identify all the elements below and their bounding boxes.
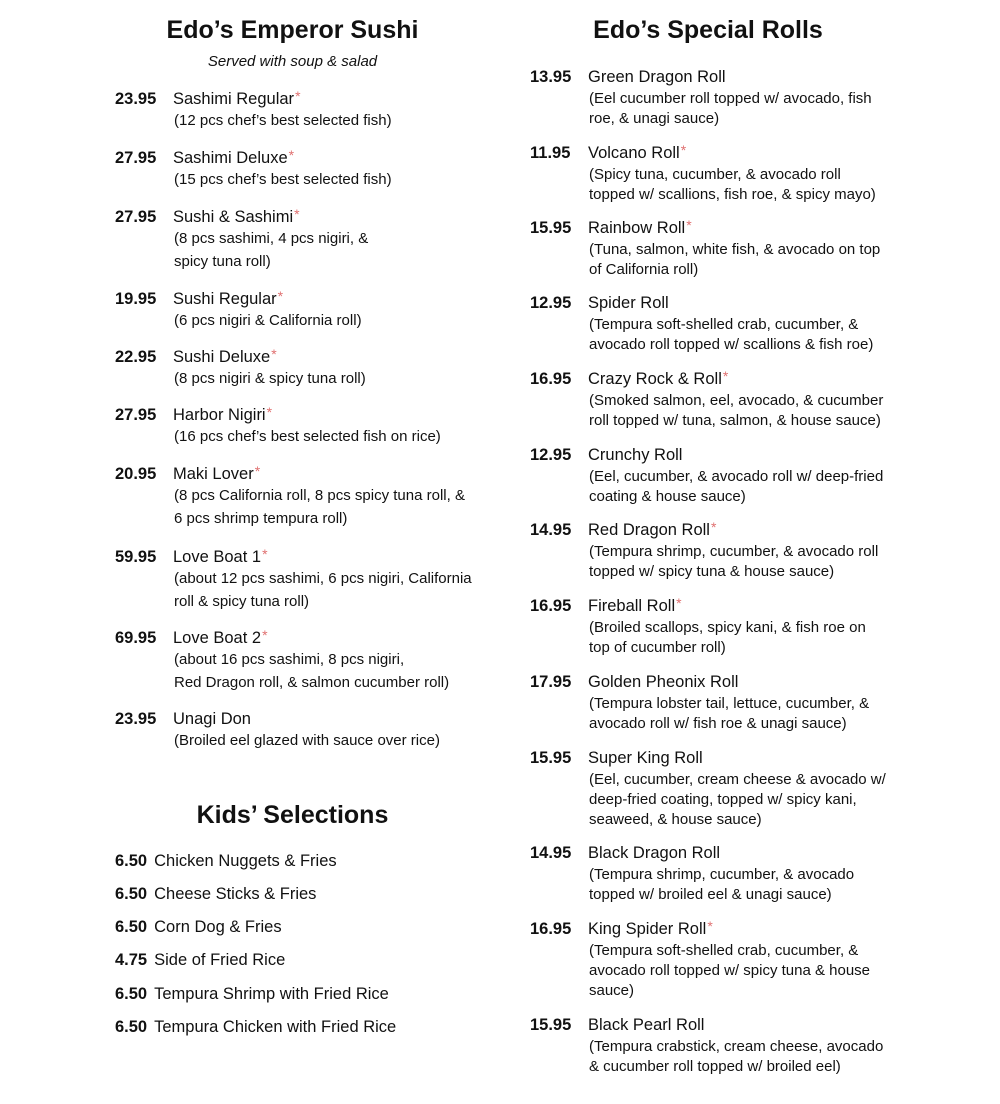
kids-item: [115, 918, 282, 937]
item-description-line: top of cucumber roll): [589, 639, 726, 656]
item-name-text: Super King Roll: [588, 749, 703, 767]
item-description-line: (Eel cucumber roll topped w/ avocado, fish: [589, 90, 872, 107]
item-name: [588, 920, 713, 939]
item-description-line: avocado roll topped w/ scallions & fish roe): [589, 336, 874, 353]
item-name: [173, 548, 268, 567]
item-description-line: (Broiled scallops, spicy kani, & fish roe on: [589, 619, 866, 636]
item-description-line: (16 pcs chef’s best selected fish on rice): [174, 428, 441, 445]
asterisk-mark: *: [686, 217, 692, 233]
kids-item: [115, 985, 389, 1004]
item-price: 16.95: [530, 920, 572, 938]
item-price: 11.95: [530, 144, 571, 162]
item-name-text: Black Pearl Roll: [588, 1016, 705, 1034]
item-description-line: coating & house sauce): [589, 488, 746, 505]
item-description-line: (Tempura soft-shelled crab, cucumber, &: [589, 316, 859, 333]
kids-item: [115, 852, 337, 871]
item-price: 19.95: [115, 290, 157, 308]
kids-item: [115, 951, 285, 970]
item-price: 27.95: [115, 149, 157, 167]
item-name-text: Golden Pheonix Roll: [588, 673, 739, 691]
item-price: 12.95: [530, 446, 572, 464]
item-description-line: roll topped w/ tuna, salmon, & house sauce): [589, 412, 881, 429]
item-description-line: deep-fried coating, topped w/ spicy kani,: [589, 791, 857, 808]
item-description-line: (Smoked salmon, eel, avocado, & cucumber: [589, 392, 884, 409]
special-rolls-title: Edo’s Special Rolls: [593, 16, 823, 44]
item-price: 27.95: [115, 406, 157, 424]
item-description-line: (Eel, cucumber, cream cheese & avocado w/: [589, 771, 886, 788]
item-name: [173, 465, 260, 484]
item-description-line: (Tuna, salmon, white fish, & avocado on top: [589, 241, 881, 258]
item-name: [588, 521, 716, 540]
item-name-text: Rainbow Roll: [588, 219, 686, 237]
item-price: 12.95: [530, 294, 572, 312]
kids-selections-title: Kids’ Selections: [196, 801, 389, 829]
kids-item-name: Tempura Chicken with Fried Rice: [154, 1018, 397, 1036]
item-name-text: Crunchy Roll: [588, 446, 683, 464]
item-description-line: avocado roll w/ fish roe & unagi sauce): [589, 715, 847, 732]
asterisk-mark: *: [262, 627, 268, 643]
asterisk-mark: *: [288, 147, 295, 163]
item-description-line: (8 pcs sashimi, 4 pcs nigiri, &: [174, 230, 369, 247]
kids-item-price: 6.50: [115, 885, 148, 903]
asterisk-mark: *: [722, 368, 729, 384]
item-price: 15.95: [530, 219, 572, 237]
item-name: [173, 149, 294, 168]
kids-item-price: 6.50: [115, 918, 148, 936]
item-description-line: (Broiled eel glazed with sauce over rice): [174, 732, 440, 749]
item-price: 23.95: [115, 90, 157, 108]
item-name: [173, 208, 300, 227]
item-name: [588, 68, 726, 87]
item-description-line: roe, & unagi sauce): [589, 110, 720, 127]
item-name-text: Love Boat 1: [173, 548, 262, 566]
item-name-text: Red Dragon Roll: [588, 521, 710, 539]
item-description-line: (about 16 pcs sashimi, 8 pcs nigiri,: [174, 651, 405, 668]
item-price: 22.95: [115, 348, 157, 366]
item-description-line: 6 pcs shrimp tempura roll): [174, 510, 348, 527]
item-name: [588, 219, 692, 238]
item-description-line: roll & spicy tuna roll): [174, 593, 310, 610]
item-price: 23.95: [115, 710, 157, 728]
item-price: 69.95: [115, 629, 157, 647]
asterisk-mark: *: [680, 142, 687, 158]
item-name-text: Harbor Nigiri: [173, 406, 266, 424]
kids-item-name: Side of Fried Rice: [154, 951, 286, 969]
item-name: [588, 844, 720, 863]
item-name: [173, 348, 277, 367]
item-description-line: (Eel, cucumber, & avocado roll w/ deep-fried: [589, 468, 884, 485]
item-description-line: (Tempura lobster tail, lettuce, cucumber, &: [589, 695, 870, 712]
item-description-line: (Tempura shrimp, cucumber, & avocado roll: [589, 543, 879, 560]
item-name-text: Love Boat 2: [173, 629, 262, 647]
item-name: [588, 673, 738, 692]
item-description-line: (8 pcs nigiri & spicy tuna roll): [174, 370, 366, 387]
item-description-line: (Spicy tuna, cucumber, & avocado roll: [589, 166, 841, 183]
kids-item-name: Tempura Shrimp with Fried Rice: [154, 985, 389, 1003]
item-description-line: (Tempura soft-shelled crab, cucumber, &: [589, 942, 859, 959]
item-price: 14.95: [530, 521, 572, 539]
item-price: 14.95: [530, 844, 572, 862]
item-name-text: Crazy Rock & Roll: [588, 370, 722, 388]
item-description-line: (8 pcs California roll, 8 pcs spicy tuna roll, &: [174, 487, 465, 504]
asterisk-mark: *: [707, 918, 713, 934]
item-name: [173, 629, 268, 648]
item-name: [173, 290, 283, 309]
item-name: [588, 749, 703, 768]
kids-item-price: 6.50: [115, 985, 148, 1003]
item-price: 13.95: [530, 68, 572, 86]
item-name-text: Fireball Roll: [588, 597, 676, 615]
item-description-line: spicy tuna roll): [174, 253, 271, 270]
item-name-text: Sushi Regular: [173, 290, 277, 308]
item-description-line: (6 pcs nigiri & California roll): [174, 312, 362, 329]
item-name: [588, 446, 682, 465]
asterisk-mark: *: [271, 346, 277, 362]
item-name: [588, 370, 728, 389]
item-description-line: topped w/ spicy tuna & house sauce): [589, 563, 835, 580]
item-price: 16.95: [530, 370, 572, 388]
item-description-line: (15 pcs chef’s best selected fish): [174, 171, 392, 188]
item-name: [588, 1016, 704, 1035]
item-description-line: topped w/ scallions, fish roe, & spicy mayo): [589, 186, 876, 203]
item-description-line: (Tempura crabstick, cream cheese, avocado: [589, 1038, 884, 1055]
item-description-line: sauce): [589, 982, 635, 999]
kids-item-name: Cheese Sticks & Fries: [154, 885, 317, 903]
item-name: [173, 710, 251, 729]
item-name: [173, 406, 272, 425]
item-name-text: Sushi & Sashimi: [173, 208, 294, 226]
item-name-text: Black Dragon Roll: [588, 844, 721, 862]
item-description-line: seaweed, & house sauce): [589, 811, 762, 828]
emperor-sushi-subtitle: Served with soup & salad: [207, 53, 378, 70]
kids-item-price: 4.75: [115, 951, 148, 969]
item-name: [588, 294, 669, 313]
kids-item-name: Chicken Nuggets & Fries: [154, 852, 337, 870]
item-name-text: Sushi Deluxe: [173, 348, 271, 366]
item-description-line: (about 12 pcs sashimi, 6 pcs nigiri, California: [174, 570, 472, 587]
item-name-text: Spider Roll: [588, 294, 669, 312]
item-description-line: of California roll): [589, 261, 699, 278]
item-name-text: Sashimi Deluxe: [173, 149, 288, 167]
asterisk-mark: *: [295, 88, 301, 104]
item-description-line: (Tempura shrimp, cucumber, & avocado: [589, 866, 855, 883]
item-description-line: & cucumber roll topped w/ broiled eel): [589, 1058, 841, 1075]
kids-item: [115, 1018, 396, 1037]
asterisk-mark: *: [294, 206, 300, 222]
item-price: 17.95: [530, 673, 572, 691]
item-description-line: (12 pcs chef’s best selected fish): [174, 112, 392, 129]
item-name-text: Sashimi Regular: [173, 90, 295, 108]
item-name-text: Volcano Roll: [588, 144, 680, 162]
item-name: [588, 597, 682, 616]
item-price: 15.95: [530, 1016, 572, 1034]
asterisk-mark: *: [676, 595, 682, 611]
item-name: [588, 144, 686, 163]
kids-item-price: 6.50: [115, 1018, 148, 1036]
item-name-text: King Spider Roll: [588, 920, 707, 938]
kids-item: [115, 885, 316, 904]
asterisk-mark: *: [710, 519, 717, 535]
item-name: [173, 90, 301, 109]
kids-item-name: Corn Dog & Fries: [154, 918, 282, 936]
item-price: 16.95: [530, 597, 572, 615]
item-name-text: Unagi Don: [173, 710, 251, 728]
item-description-line: Red Dragon roll, & salmon cucumber roll): [174, 674, 450, 691]
item-price: 27.95: [115, 208, 157, 226]
kids-item-price: 6.50: [115, 852, 148, 870]
item-description-line: avocado roll topped w/ spicy tuna & house: [589, 962, 871, 979]
item-price: 15.95: [530, 749, 572, 767]
asterisk-mark: *: [266, 404, 273, 420]
item-description-line: topped w/ broiled eel & unagi sauce): [589, 886, 832, 903]
asterisk-mark: *: [277, 288, 284, 304]
item-price: 20.95: [115, 465, 157, 483]
item-name-text: Green Dragon Roll: [588, 68, 726, 86]
asterisk-mark: *: [262, 546, 268, 562]
emperor-sushi-title: Edo’s Emperor Sushi: [166, 16, 419, 44]
item-name-text: Maki Lover: [173, 465, 254, 483]
item-price: 59.95: [115, 548, 157, 566]
asterisk-mark: *: [254, 463, 261, 479]
